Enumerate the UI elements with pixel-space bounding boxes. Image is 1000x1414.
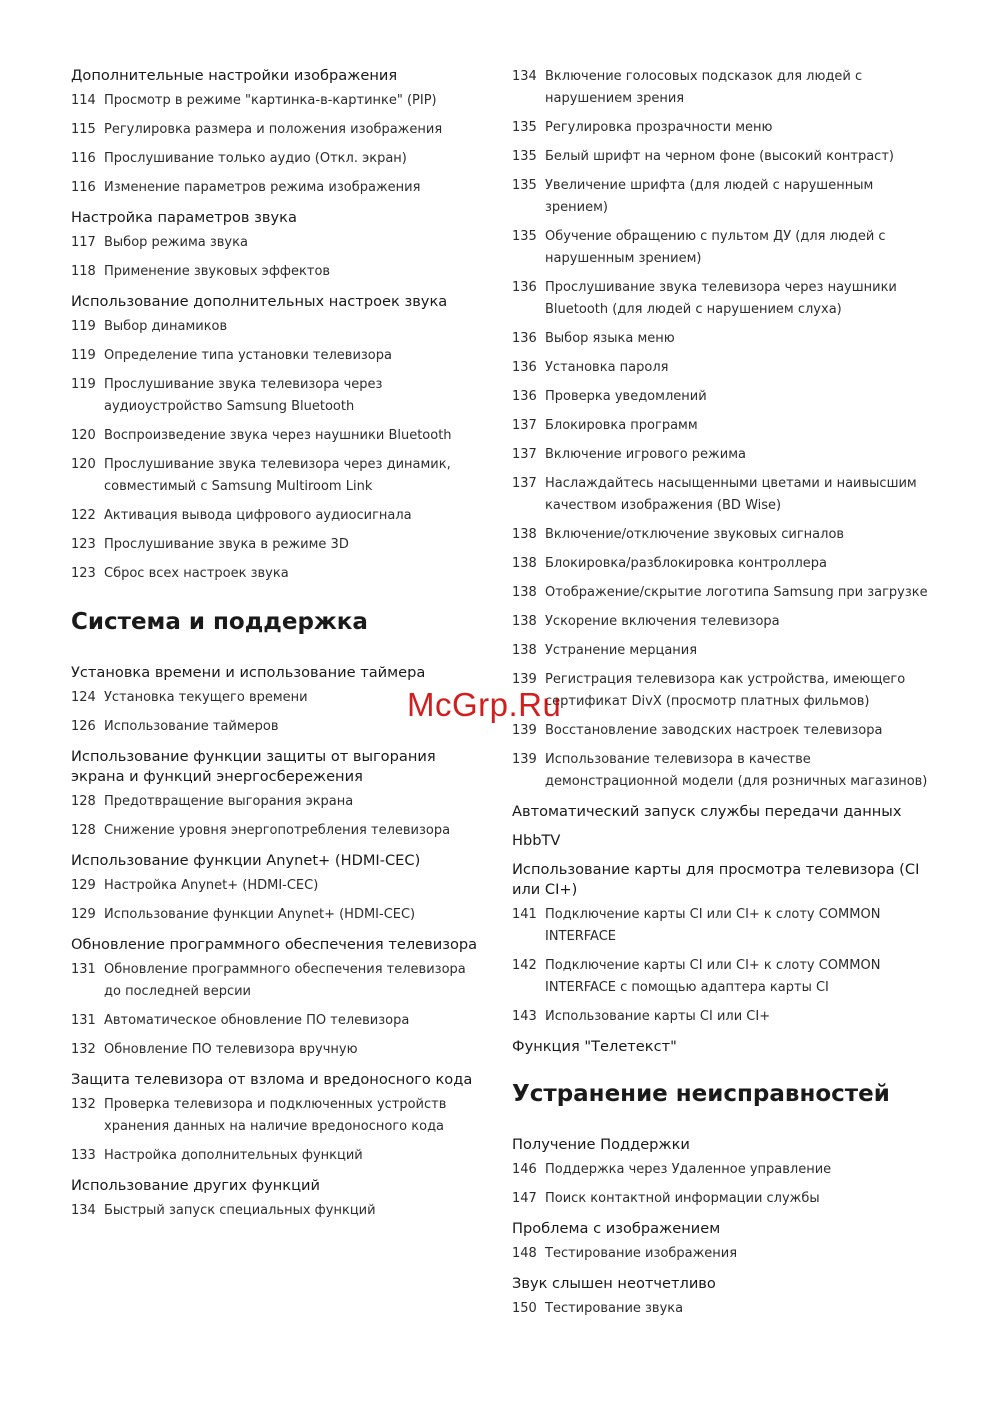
toc-group bbox=[512, 66, 934, 793]
toc-heading[interactable]: Использование дополнительных настроек звука bbox=[71, 293, 448, 310]
toc-right-column bbox=[512, 66, 934, 1329]
section-title: Устранение неисправностей bbox=[512, 1081, 890, 1107]
toc-entry[interactable] bbox=[71, 345, 483, 367]
toc-entry[interactable] bbox=[512, 277, 934, 321]
toc-entry-page-number: 138 bbox=[512, 614, 537, 629]
toc-entry-text: Использование функции Anynet+ (HDMI-CEC) bbox=[104, 907, 416, 922]
toc-entry-text: Выбор языка меню bbox=[545, 331, 675, 346]
toc-entry[interactable] bbox=[512, 749, 934, 793]
toc-entry[interactable] bbox=[512, 328, 934, 350]
toc-entry-text: Включение/отключение звуковых сигналов bbox=[545, 527, 845, 542]
toc-entry[interactable] bbox=[512, 1243, 934, 1265]
toc-entry-page-number: 147 bbox=[512, 1191, 537, 1206]
toc-entry-text: Регистрация телевизора как устройства, имеющего сертификат DivX (просмотр платных фильмов) bbox=[545, 672, 906, 709]
toc-entry[interactable] bbox=[71, 374, 483, 418]
toc-entry-text: Устранение мерцания bbox=[545, 643, 698, 658]
toc-entry[interactable] bbox=[71, 425, 483, 447]
toc-entry-page-number: 129 bbox=[71, 907, 96, 922]
toc-entry-page-number: 119 bbox=[71, 319, 96, 334]
toc-entry-text: Проверка телевизора и подключенных устройств хранения данных на наличие вредоносного кода bbox=[104, 1097, 447, 1134]
toc-entry[interactable] bbox=[71, 261, 483, 283]
toc-entry-page-number: 138 bbox=[512, 556, 537, 571]
toc-entry[interactable] bbox=[512, 117, 934, 139]
toc-entry-page-number: 138 bbox=[512, 585, 537, 600]
toc-entry-text: Предотвращение выгорания экрана bbox=[104, 794, 354, 809]
toc-entry-page-number: 135 bbox=[512, 120, 537, 135]
toc-entry-text: Прослушивание только аудио (Откл. экран) bbox=[104, 151, 407, 166]
toc-entry[interactable] bbox=[71, 904, 483, 926]
toc-entry-text: Выбор динамиков bbox=[104, 319, 228, 334]
toc-entry-page-number: 126 bbox=[71, 719, 96, 734]
toc-entry-page-number: 146 bbox=[512, 1162, 537, 1177]
toc-entry-page-number: 150 bbox=[512, 1301, 537, 1316]
toc-entry-text: Подключение карты CI или CI+ к слоту COMMON INTERFACE с помощью адаптера карты CI bbox=[545, 958, 881, 995]
toc-entry-text: Регулировка прозрачности меню bbox=[545, 120, 773, 135]
toc-entry[interactable] bbox=[512, 669, 934, 713]
toc-group bbox=[512, 1219, 934, 1265]
toc-entry-text: Прослушивание звука телевизора через динамик, совместимый с Samsung Multiroom Link bbox=[104, 457, 451, 494]
toc-entry-text: Использование карты CI или CI+ bbox=[545, 1009, 771, 1024]
toc-entry[interactable] bbox=[71, 1145, 483, 1167]
toc-group bbox=[71, 747, 483, 842]
toc-entry-page-number: 128 bbox=[71, 794, 96, 809]
toc-entry-text: Блокировка/разблокировка контроллера bbox=[545, 556, 827, 571]
toc-entry-text: Тестирование звука bbox=[545, 1301, 684, 1316]
toc-group bbox=[71, 208, 483, 283]
toc-entry-text: Включение голосовых подсказок для людей с нарушением зрения bbox=[545, 69, 863, 106]
toc-entry-text: Установка пароля bbox=[545, 360, 669, 375]
toc-entry-page-number: 134 bbox=[512, 69, 537, 84]
toc-group bbox=[71, 292, 483, 585]
toc-entry-text: Поддержка через Удаленное управление bbox=[545, 1162, 832, 1177]
toc-entry-page-number: 115 bbox=[71, 122, 96, 137]
toc-entry-page-number: 117 bbox=[71, 235, 96, 250]
toc-heading[interactable]: Защита телевизора от взлома и вредоносного кода bbox=[71, 1071, 473, 1088]
toc-entry-text: Воспроизведение звука через наушники Bluetooth bbox=[104, 428, 452, 443]
toc-entry[interactable] bbox=[71, 90, 483, 112]
toc-entry[interactable] bbox=[512, 1006, 934, 1028]
toc-entry-text: Снижение уровня энергопотребления телевизора bbox=[104, 823, 451, 838]
toc-entry-text: Обновление ПО телевизора вручную bbox=[104, 1042, 358, 1057]
toc-entry-text: Обучение обращению с пультом ДУ (для людей с нарушенным зрением) bbox=[545, 229, 886, 266]
toc-entry[interactable] bbox=[512, 146, 934, 168]
toc-entry-text: Автоматическое обновление ПО телевизора bbox=[104, 1013, 410, 1028]
toc-entry[interactable] bbox=[71, 119, 483, 141]
toc-entry[interactable] bbox=[512, 904, 934, 948]
toc-entry[interactable] bbox=[71, 1200, 483, 1222]
toc-heading[interactable]: Использование функции Anynet+ (HDMI-CEC) bbox=[71, 852, 421, 869]
toc-entry-text: Применение звуковых эффектов bbox=[104, 264, 331, 279]
toc-entry-page-number: 136 bbox=[512, 280, 537, 295]
toc-entry-page-number: 135 bbox=[512, 229, 537, 244]
toc-entry-page-number: 143 bbox=[512, 1009, 537, 1024]
toc-entry-page-number: 136 bbox=[512, 331, 537, 346]
toc-entry[interactable] bbox=[71, 563, 483, 585]
toc-entry-page-number: 139 bbox=[512, 752, 537, 767]
toc-entry-text: Тестирование изображения bbox=[545, 1246, 738, 1261]
toc-entry-text: Активация вывода цифрового аудиосигнала bbox=[104, 508, 412, 523]
toc-entry-page-number: 131 bbox=[71, 962, 96, 977]
toc-entry-text: Прослушивание звука телевизора через наушники Bluetooth (для людей с нарушением слуха) bbox=[545, 280, 897, 317]
toc-entry[interactable] bbox=[512, 66, 934, 110]
toc-entry[interactable] bbox=[512, 553, 934, 575]
toc-entry-text: Сброс всех настроек звука bbox=[104, 566, 289, 581]
toc-entry-text: Установка текущего времени bbox=[104, 690, 308, 705]
toc-entry-page-number: 120 bbox=[71, 457, 96, 472]
toc-entry-text: Подключение карты CI или CI+ к слоту COMMON INTERFACE bbox=[545, 907, 881, 944]
toc-entry[interactable] bbox=[71, 1094, 483, 1138]
toc-entry-page-number: 137 bbox=[512, 447, 537, 462]
toc-entry-text: Проверка уведомлений bbox=[545, 389, 707, 404]
toc-entry-page-number: 114 bbox=[71, 93, 96, 108]
toc-entry-page-number: 132 bbox=[71, 1097, 96, 1112]
toc-entry[interactable] bbox=[512, 444, 934, 466]
toc-entry-page-number: 132 bbox=[71, 1042, 96, 1057]
toc-heading[interactable]: Звук слышен неотчетливо bbox=[512, 1275, 716, 1292]
toc-entry-text: Использование таймеров bbox=[104, 719, 279, 734]
toc-heading[interactable]: Использование карты для просмотра телевизора (CI или CI+) bbox=[512, 861, 920, 898]
toc-entry-text: Увеличение шрифта (для людей с нарушенным зрением) bbox=[545, 178, 874, 215]
toc-entry-page-number: 148 bbox=[512, 1246, 537, 1261]
toc-heading[interactable]: Дополнительные настройки изображения bbox=[71, 67, 398, 84]
toc-entry[interactable] bbox=[71, 1010, 483, 1032]
toc-entry[interactable] bbox=[512, 582, 934, 604]
toc-entry-text: Включение игрового режима bbox=[545, 447, 746, 462]
toc-entry[interactable] bbox=[512, 473, 934, 517]
toc-group bbox=[71, 851, 483, 926]
toc-entry-page-number: 135 bbox=[512, 178, 537, 193]
toc-heading[interactable]: Использование других функций bbox=[71, 1177, 321, 1194]
toc-entry[interactable] bbox=[512, 955, 934, 999]
toc-entry-text: Наслаждайтесь насыщенными цветами и наивысшим качеством изображения (BD Wise) bbox=[545, 476, 917, 513]
toc-entry-text: Ускорение включения телевизора bbox=[545, 614, 780, 629]
toc-entry-page-number: 119 bbox=[71, 377, 96, 392]
toc-heading[interactable]: Функция "Телетекст" bbox=[512, 1038, 677, 1055]
toc-entry[interactable] bbox=[512, 640, 934, 662]
toc-entry-text: Поиск контактной информации службы bbox=[545, 1191, 820, 1206]
toc-entry-page-number: 136 bbox=[512, 360, 537, 375]
toc-entry-page-number: 138 bbox=[512, 643, 537, 658]
toc-group bbox=[512, 802, 934, 822]
toc-entry-text: Настройка дополнительных функций bbox=[104, 1148, 363, 1163]
toc-entry-page-number: 137 bbox=[512, 476, 537, 491]
toc-entry-page-number: 141 bbox=[512, 907, 537, 922]
toc-entry[interactable] bbox=[71, 177, 483, 199]
toc-entry-text: Прослушивание звука телевизора через аудиоустройство Samsung Bluetooth bbox=[104, 377, 383, 414]
toc-entry-text: Использование телевизора в качестве демонстрационной модели (для розничных магазинов) bbox=[545, 752, 928, 789]
toc-entry-page-number: 124 bbox=[71, 690, 96, 705]
toc-entry-text: Обновление программного обеспечения телевизора до последней версии bbox=[104, 962, 466, 999]
toc-entry-page-number: 131 bbox=[71, 1013, 96, 1028]
toc-entry[interactable] bbox=[71, 1039, 483, 1061]
toc-entry-page-number: 118 bbox=[71, 264, 96, 279]
toc-entry-text: Изменение параметров режима изображения bbox=[104, 180, 421, 195]
toc-entry-page-number: 123 bbox=[71, 537, 96, 552]
toc-entry-page-number: 139 bbox=[512, 723, 537, 738]
toc-entry-text: Прослушивание звука в режиме 3D bbox=[104, 537, 349, 552]
toc-entry-text: Определение типа установки телевизора bbox=[104, 348, 392, 363]
watermark: McGrp.Ru bbox=[407, 686, 562, 723]
toc-entry-page-number: 116 bbox=[71, 180, 96, 195]
toc-entry[interactable] bbox=[512, 226, 934, 270]
toc-heading[interactable]: Настройка параметров звука bbox=[71, 209, 297, 226]
toc-entry-page-number: 134 bbox=[71, 1203, 96, 1218]
toc-entry-page-number: 133 bbox=[71, 1148, 96, 1163]
toc-heading[interactable]: HbbTV bbox=[512, 832, 561, 849]
toc-entry[interactable] bbox=[71, 820, 483, 842]
toc-entry[interactable] bbox=[71, 791, 483, 813]
toc-entry-page-number: 128 bbox=[71, 823, 96, 838]
toc-entry[interactable] bbox=[71, 232, 483, 254]
toc-entry-page-number: 135 bbox=[512, 149, 537, 164]
toc-entry-text: Регулировка размера и положения изображения bbox=[104, 122, 443, 137]
toc-group bbox=[512, 1135, 934, 1210]
toc-heading[interactable]: Проблема с изображением bbox=[512, 1220, 721, 1237]
toc-entry[interactable] bbox=[512, 1298, 934, 1320]
toc-heading[interactable]: Обновление программного обеспечения телевизора bbox=[71, 936, 478, 953]
toc-entry[interactable] bbox=[512, 720, 934, 742]
toc-entry[interactable] bbox=[512, 386, 934, 408]
toc-entry[interactable] bbox=[71, 454, 483, 498]
toc-entry[interactable] bbox=[71, 875, 483, 897]
toc-entry-page-number: 129 bbox=[71, 878, 96, 893]
toc-entry-text: Белый шрифт на черном фоне (высокий контраст) bbox=[545, 149, 894, 164]
toc-entry-text: Отображение/скрытие логотипа Samsung при загрузке bbox=[545, 585, 928, 600]
toc-left-column bbox=[71, 66, 483, 1231]
toc-heading[interactable]: Использование функции защиты от выгорания экрана и функций энергосбережения bbox=[71, 748, 436, 785]
toc-entry-page-number: 119 bbox=[71, 348, 96, 363]
toc-entry-text: Блокировка программ bbox=[545, 418, 698, 433]
toc-entry[interactable] bbox=[71, 534, 483, 556]
toc-entry-text: Просмотр в режиме "картинка-в-картинке" (PIP) bbox=[104, 93, 437, 108]
toc-entry-page-number: 120 bbox=[71, 428, 96, 443]
toc-entry[interactable] bbox=[512, 357, 934, 379]
toc-entry-page-number: 123 bbox=[71, 566, 96, 581]
toc-entry-page-number: 137 bbox=[512, 418, 537, 433]
section-title: Система и поддержка bbox=[71, 609, 368, 635]
toc-group bbox=[71, 1176, 483, 1222]
toc-entry[interactable] bbox=[71, 148, 483, 170]
toc-group bbox=[71, 66, 483, 199]
toc-entry-text: Восстановление заводских настроек телевизора bbox=[545, 723, 883, 738]
toc-group bbox=[71, 935, 483, 1061]
toc-entry-page-number: 139 bbox=[512, 672, 537, 687]
toc-entry[interactable] bbox=[512, 524, 934, 546]
toc-entry-page-number: 142 bbox=[512, 958, 537, 973]
toc-entry[interactable] bbox=[512, 415, 934, 437]
toc-entry[interactable] bbox=[71, 959, 483, 1003]
toc-entry[interactable] bbox=[512, 1159, 934, 1181]
toc-entry[interactable] bbox=[512, 611, 934, 633]
toc-entry-page-number: 138 bbox=[512, 527, 537, 542]
toc-heading[interactable]: Автоматический запуск службы передачи данных bbox=[512, 803, 902, 820]
toc-entry[interactable] bbox=[71, 505, 483, 527]
toc-entry-text: Настройка Anynet+ (HDMI-CEC) bbox=[104, 878, 319, 893]
toc-heading[interactable]: Получение Поддержки bbox=[512, 1136, 690, 1153]
toc-entry-page-number: 116 bbox=[71, 151, 96, 166]
toc-entry[interactable] bbox=[71, 316, 483, 338]
toc-group bbox=[512, 831, 934, 851]
toc-group bbox=[512, 860, 934, 1028]
toc-entry-text: Выбор режима звука bbox=[104, 235, 248, 250]
toc-group bbox=[71, 1070, 483, 1167]
toc-entry-page-number: 122 bbox=[71, 508, 96, 523]
toc-entry-page-number: 136 bbox=[512, 389, 537, 404]
toc-entry-text: Быстрый запуск специальных функций bbox=[104, 1203, 376, 1218]
toc-group bbox=[512, 1274, 934, 1320]
toc-group bbox=[512, 1037, 934, 1057]
toc-heading[interactable]: Установка времени и использование таймера bbox=[71, 664, 426, 681]
toc-entry[interactable] bbox=[512, 175, 934, 219]
toc-entry[interactable] bbox=[512, 1188, 934, 1210]
